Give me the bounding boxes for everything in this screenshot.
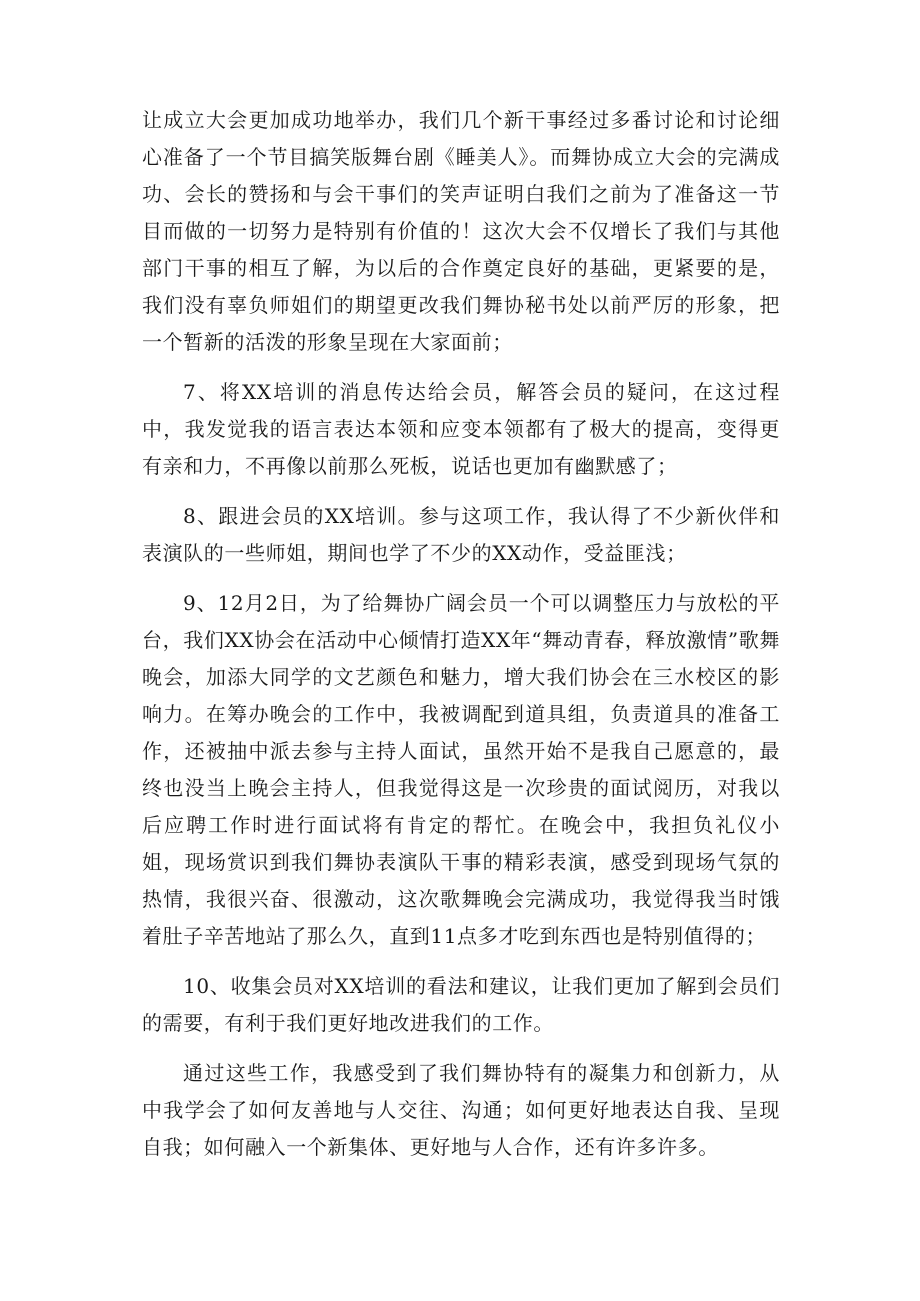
paragraph-summary: 通过这些工作，我感受到了我们舞协特有的凝集力和创新力，从中我学会了如何友善地与人交往、沟通；如何更好地表达自我、呈现自我；如何融入一个新集体、更好地与人合作，还有许多许多。	[142, 1061, 780, 1159]
paragraph-item-10: 10、收集会员对XX培训的看法和建议，让我们更加了解到会员们的需要，有利于我们更好地改进我们的工作。	[142, 974, 780, 1035]
paragraph-item-9: 9、12月2日，为了给舞协广阔会员一个可以调整压力与放松的平台，我们XX协会在活动中心倾情打造XX年“舞动青春，释放激情”歌舞晚会，加添大同学的文艺颜色和魅力，增大我们协会在三水校区的影响力。在筹办晚会的工作中，我被调配到道具组，负责道具的准备工作，还被抽中派去参与主持人面试，虽然开始不是我自己愿意的，最终也没当上晚会主持人，但我觉得这是一次珍贵的面试阅历，对我以后应聘工作时进行面试将有肯定的帮忙。在晚会中，我担负礼仪小姐，现场赏识到我们舞协表演队干事的精彩表演，感受到现场气氛的热情，我很兴奋、很激动，这次歌舞晚会完满成功，我觉得我当时饿着肚子辛苦地站了那么久，直到11点多才吃到东西也是特别值得的；	[142, 591, 780, 948]
paragraph-item-7: 7、将XX培训的消息传达给会员，解答会员的疑问，在这过程中，我发觉我的语言表达本领和应变本领都有了极大的提高，变得更有亲和力，不再像以前那么死板，说话也更加有幽默感了；	[142, 380, 780, 478]
paragraph-continuation: 让成立大会更加成功地举办，我们几个新干事经过多番讨论和讨论细心准备了一个节目搞笑版舞台剧《睡美人》。而舞协成立大会的完满成功、会长的赞扬和与会干事们的笑声证明白我们之前为了准备这一节目而做的一切努力是特别有价值的！这次大会不仅增长了我们与其他部门干事的相互了解，为以后的合作奠定良好的基础，更紧要的是，我们没有辜负师姐们的期望更改我们舞协秘书处以前严厉的形象，把一个暂新的活泼的形象呈现在大家面前；	[142, 108, 780, 354]
paragraph-item-8: 8、跟进会员的XX培训。参与这项工作，我认得了不少新伙伴和表演队的一些师姐，期间也学了不少的XX动作，受益匪浅；	[142, 504, 780, 565]
